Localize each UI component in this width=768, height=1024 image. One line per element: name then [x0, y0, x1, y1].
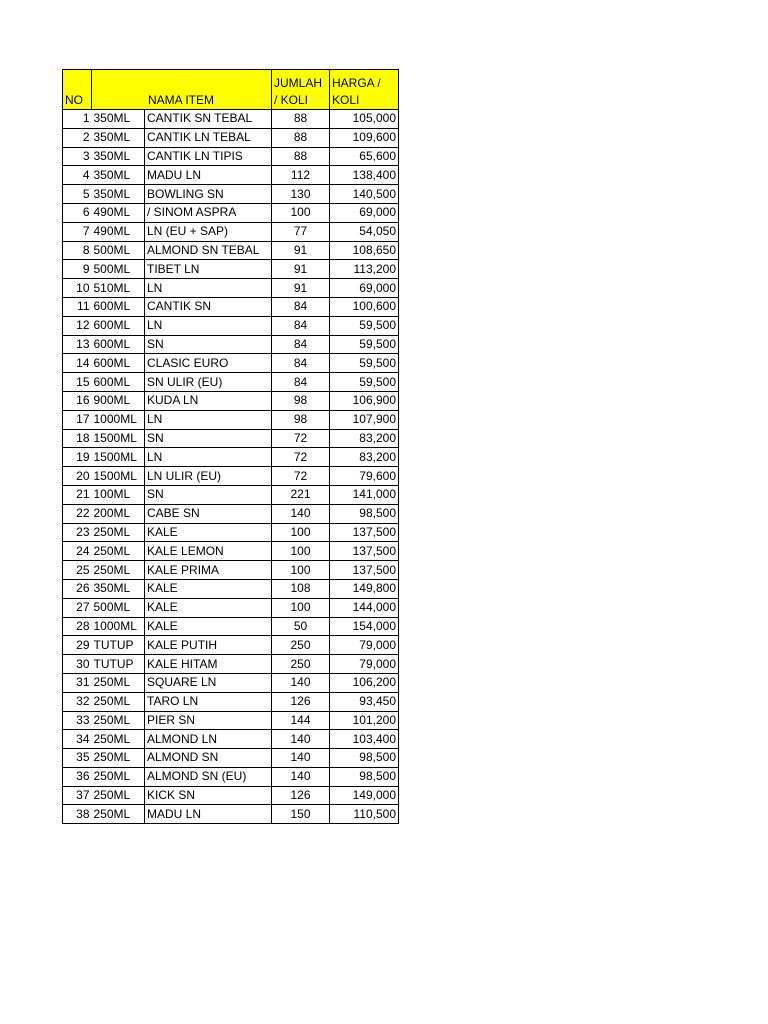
- cell-quantity: 140: [272, 730, 330, 749]
- cell-price: 137,500: [330, 542, 399, 561]
- cell-quantity: 100: [272, 203, 330, 222]
- cell-size: 600ML: [92, 335, 145, 354]
- table-row: [63, 260, 399, 279]
- cell-price: 100,600: [330, 297, 399, 316]
- cell-quantity: 72: [272, 429, 330, 448]
- cell-no: 31: [63, 673, 92, 692]
- cell-price: 138,400: [330, 166, 399, 185]
- cell-item-name: SN: [145, 485, 272, 504]
- cell-quantity: 84: [272, 335, 330, 354]
- cell-item-name: KALE HITAM: [145, 655, 272, 674]
- cell-no: 16: [63, 391, 92, 410]
- cell-no: 18: [63, 429, 92, 448]
- table-body: [63, 110, 399, 824]
- cell-item-name: ALMOND SN: [145, 749, 272, 768]
- cell-size: 250ML: [92, 805, 145, 824]
- cell-item-name: TARO LN: [145, 692, 272, 711]
- cell-price: 59,500: [330, 354, 399, 373]
- cell-item-name: SN: [145, 429, 272, 448]
- table-header: [63, 70, 399, 110]
- cell-quantity: 221: [272, 485, 330, 504]
- cell-no: 5: [63, 185, 92, 204]
- cell-quantity: 130: [272, 185, 330, 204]
- cell-item-name: SQUARE LN: [145, 673, 272, 692]
- table-row: [63, 542, 399, 561]
- cell-quantity: 126: [272, 786, 330, 805]
- header-price-line1: HARGA /: [332, 76, 381, 90]
- cell-quantity: 140: [272, 504, 330, 523]
- cell-quantity: 91: [272, 260, 330, 279]
- cell-item-name: KALE: [145, 617, 272, 636]
- cell-size: 250ML: [92, 542, 145, 561]
- cell-quantity: 250: [272, 636, 330, 655]
- cell-price: 108,650: [330, 241, 399, 260]
- cell-quantity: 140: [272, 767, 330, 786]
- cell-quantity: 91: [272, 241, 330, 260]
- table-row: [63, 316, 399, 335]
- cell-quantity: 250: [272, 655, 330, 674]
- cell-no: 36: [63, 767, 92, 786]
- cell-item-name: LN: [145, 448, 272, 467]
- cell-size: 350ML: [92, 128, 145, 147]
- cell-price: 107,900: [330, 410, 399, 429]
- table-row: [63, 203, 399, 222]
- cell-quantity: 144: [272, 711, 330, 730]
- cell-quantity: 84: [272, 297, 330, 316]
- table-row: [63, 241, 399, 260]
- cell-no: 28: [63, 617, 92, 636]
- cell-no: 21: [63, 485, 92, 504]
- cell-price: 154,000: [330, 617, 399, 636]
- price-list-table: [62, 69, 399, 824]
- cell-price: 149,800: [330, 579, 399, 598]
- cell-size: 490ML: [92, 203, 145, 222]
- cell-quantity: 100: [272, 598, 330, 617]
- cell-size: 1500ML: [92, 448, 145, 467]
- table-row: [63, 222, 399, 241]
- cell-size: 350ML: [92, 166, 145, 185]
- cell-no: 25: [63, 561, 92, 580]
- cell-price: 79,000: [330, 655, 399, 674]
- cell-price: 137,500: [330, 523, 399, 542]
- cell-no: 33: [63, 711, 92, 730]
- table-row: [63, 579, 399, 598]
- cell-quantity: 84: [272, 316, 330, 335]
- cell-item-name: / SINOM ASPRA: [145, 203, 272, 222]
- cell-price: 106,900: [330, 391, 399, 410]
- cell-size: 350ML: [92, 147, 145, 166]
- cell-quantity: 88: [272, 147, 330, 166]
- cell-size: 250ML: [92, 786, 145, 805]
- cell-quantity: 126: [272, 692, 330, 711]
- cell-no: 37: [63, 786, 92, 805]
- cell-size: 510ML: [92, 279, 145, 298]
- cell-item-name: KALE: [145, 579, 272, 598]
- cell-price: 93,450: [330, 692, 399, 711]
- cell-price: 79,000: [330, 636, 399, 655]
- cell-size: 250ML: [92, 711, 145, 730]
- cell-size: TUTUP: [92, 636, 145, 655]
- header-item-name: NAMA ITEM: [92, 70, 272, 110]
- cell-price: 79,600: [330, 467, 399, 486]
- cell-no: 38: [63, 805, 92, 824]
- cell-quantity: 140: [272, 749, 330, 768]
- cell-size: 250ML: [92, 673, 145, 692]
- table-row: [63, 617, 399, 636]
- cell-price: 141,000: [330, 485, 399, 504]
- cell-quantity: 88: [272, 110, 330, 129]
- cell-no: 23: [63, 523, 92, 542]
- cell-quantity: 100: [272, 561, 330, 580]
- cell-item-name: KALE LEMON: [145, 542, 272, 561]
- cell-no: 12: [63, 316, 92, 335]
- header-quantity-line2: / KOLI: [274, 93, 309, 107]
- table-row: [63, 467, 399, 486]
- cell-no: 2: [63, 128, 92, 147]
- cell-size: 490ML: [92, 222, 145, 241]
- cell-size: 600ML: [92, 373, 145, 392]
- table-row: [63, 786, 399, 805]
- cell-price: 69,000: [330, 279, 399, 298]
- cell-item-name: KICK SN: [145, 786, 272, 805]
- cell-quantity: 84: [272, 373, 330, 392]
- table-row: [63, 373, 399, 392]
- table-row: [63, 767, 399, 786]
- cell-price: 65,600: [330, 147, 399, 166]
- cell-quantity: 150: [272, 805, 330, 824]
- cell-quantity: 100: [272, 523, 330, 542]
- table-row: [63, 354, 399, 373]
- cell-price: 109,600: [330, 128, 399, 147]
- cell-quantity: 100: [272, 542, 330, 561]
- cell-size: 350ML: [92, 185, 145, 204]
- table-row: [63, 335, 399, 354]
- table-row: [63, 711, 399, 730]
- cell-quantity: 91: [272, 279, 330, 298]
- cell-no: 9: [63, 260, 92, 279]
- cell-size: 1000ML: [92, 617, 145, 636]
- cell-item-name: CANTIK SN TEBAL: [145, 110, 272, 129]
- cell-no: 29: [63, 636, 92, 655]
- table-row: [63, 147, 399, 166]
- cell-size: 250ML: [92, 749, 145, 768]
- cell-item-name: SN ULIR (EU): [145, 373, 272, 392]
- cell-no: 7: [63, 222, 92, 241]
- cell-item-name: KALE PRIMA: [145, 561, 272, 580]
- cell-size: 900ML: [92, 391, 145, 410]
- cell-price: 113,200: [330, 260, 399, 279]
- header-price-per-box: [330, 70, 399, 110]
- table-row: [63, 561, 399, 580]
- cell-no: 27: [63, 598, 92, 617]
- cell-price: 103,400: [330, 730, 399, 749]
- cell-size: 250ML: [92, 523, 145, 542]
- table-row: [63, 805, 399, 824]
- header-row: [63, 70, 399, 110]
- cell-price: 105,000: [330, 110, 399, 129]
- cell-no: 35: [63, 749, 92, 768]
- cell-item-name: KALE: [145, 523, 272, 542]
- cell-size: 250ML: [92, 561, 145, 580]
- cell-item-name: ALMOND LN: [145, 730, 272, 749]
- cell-size: 100ML: [92, 485, 145, 504]
- cell-size: 350ML: [92, 579, 145, 598]
- cell-size: 250ML: [92, 767, 145, 786]
- cell-size: 1500ML: [92, 429, 145, 448]
- cell-no: 6: [63, 203, 92, 222]
- cell-price: 98,500: [330, 749, 399, 768]
- cell-price: 98,500: [330, 767, 399, 786]
- cell-quantity: 98: [272, 410, 330, 429]
- table-row: [63, 523, 399, 542]
- cell-size: 250ML: [92, 730, 145, 749]
- cell-price: 137,500: [330, 561, 399, 580]
- table-row: [63, 636, 399, 655]
- cell-no: 11: [63, 297, 92, 316]
- cell-item-name: LN: [145, 316, 272, 335]
- cell-item-name: MADU LN: [145, 805, 272, 824]
- cell-item-name: KALE PUTIH: [145, 636, 272, 655]
- cell-item-name: MADU LN: [145, 166, 272, 185]
- cell-price: 98,500: [330, 504, 399, 523]
- cell-item-name: ALMOND SN TEBAL: [145, 241, 272, 260]
- table-row: [63, 185, 399, 204]
- cell-price: 59,500: [330, 335, 399, 354]
- cell-price: 59,500: [330, 373, 399, 392]
- cell-size: 600ML: [92, 297, 145, 316]
- cell-price: 83,200: [330, 448, 399, 467]
- table-row: [63, 128, 399, 147]
- table-row: [63, 749, 399, 768]
- table-row: [63, 504, 399, 523]
- cell-quantity: 72: [272, 467, 330, 486]
- cell-item-name: PIER SN: [145, 711, 272, 730]
- table-row: [63, 297, 399, 316]
- table-row: [63, 655, 399, 674]
- table-row: [63, 110, 399, 129]
- cell-size: 250ML: [92, 692, 145, 711]
- header-quantity-line1: JUMLAH: [274, 76, 323, 90]
- cell-price: 140,500: [330, 185, 399, 204]
- cell-no: 24: [63, 542, 92, 561]
- table-row: [63, 448, 399, 467]
- cell-item-name: CANTIK SN: [145, 297, 272, 316]
- cell-quantity: 112: [272, 166, 330, 185]
- cell-no: 15: [63, 373, 92, 392]
- cell-quantity: 88: [272, 128, 330, 147]
- cell-no: 13: [63, 335, 92, 354]
- cell-no: 14: [63, 354, 92, 373]
- cell-no: 20: [63, 467, 92, 486]
- cell-quantity: 50: [272, 617, 330, 636]
- cell-quantity: 108: [272, 579, 330, 598]
- cell-item-name: LN: [145, 279, 272, 298]
- cell-size: TUTUP: [92, 655, 145, 674]
- header-quantity-per-box: [272, 70, 330, 110]
- cell-no: 32: [63, 692, 92, 711]
- cell-quantity: 72: [272, 448, 330, 467]
- cell-item-name: BOWLING SN: [145, 185, 272, 204]
- cell-no: 34: [63, 730, 92, 749]
- cell-price: 54,050: [330, 222, 399, 241]
- cell-item-name: LN ULIR (EU): [145, 467, 272, 486]
- cell-size: 500ML: [92, 241, 145, 260]
- cell-no: 10: [63, 279, 92, 298]
- cell-size: 1500ML: [92, 467, 145, 486]
- cell-size: 1000ML: [92, 410, 145, 429]
- table-row: [63, 166, 399, 185]
- cell-size: 600ML: [92, 316, 145, 335]
- cell-size: 350ML: [92, 110, 145, 129]
- table-row: [63, 485, 399, 504]
- cell-price: 69,000: [330, 203, 399, 222]
- cell-item-name: LN (EU + SAP): [145, 222, 272, 241]
- cell-no: 3: [63, 147, 92, 166]
- cell-price: 110,500: [330, 805, 399, 824]
- table-row: [63, 730, 399, 749]
- cell-item-name: ALMOND SN (EU): [145, 767, 272, 786]
- cell-price: 144,000: [330, 598, 399, 617]
- cell-no: 17: [63, 410, 92, 429]
- cell-item-name: CLASIC EURO: [145, 354, 272, 373]
- cell-size: 500ML: [92, 260, 145, 279]
- table-row: [63, 429, 399, 448]
- cell-price: 149,000: [330, 786, 399, 805]
- cell-quantity: 84: [272, 354, 330, 373]
- cell-no: 26: [63, 579, 92, 598]
- table-row: [63, 673, 399, 692]
- cell-quantity: 98: [272, 391, 330, 410]
- cell-no: 22: [63, 504, 92, 523]
- cell-item-name: KALE: [145, 598, 272, 617]
- cell-no: 1: [63, 110, 92, 129]
- cell-item-name: CABE SN: [145, 504, 272, 523]
- cell-item-name: CANTIK LN TEBAL: [145, 128, 272, 147]
- cell-size: 600ML: [92, 354, 145, 373]
- table-row: [63, 391, 399, 410]
- header-no: NO: [63, 70, 92, 110]
- cell-size: 200ML: [92, 504, 145, 523]
- cell-item-name: LN: [145, 410, 272, 429]
- table-row: [63, 598, 399, 617]
- cell-price: 106,200: [330, 673, 399, 692]
- table-row: [63, 410, 399, 429]
- table-row: [63, 692, 399, 711]
- cell-no: 30: [63, 655, 92, 674]
- cell-price: 83,200: [330, 429, 399, 448]
- cell-no: 4: [63, 166, 92, 185]
- cell-item-name: SN: [145, 335, 272, 354]
- cell-no: 19: [63, 448, 92, 467]
- table-row: [63, 279, 399, 298]
- cell-item-name: CANTIK LN TIPIS: [145, 147, 272, 166]
- cell-item-name: TIBET LN: [145, 260, 272, 279]
- cell-price: 101,200: [330, 711, 399, 730]
- cell-price: 59,500: [330, 316, 399, 335]
- cell-item-name: KUDA LN: [145, 391, 272, 410]
- cell-size: 500ML: [92, 598, 145, 617]
- cell-quantity: 140: [272, 673, 330, 692]
- cell-quantity: 77: [272, 222, 330, 241]
- cell-no: 8: [63, 241, 92, 260]
- header-price-line2: KOLI: [332, 93, 360, 107]
